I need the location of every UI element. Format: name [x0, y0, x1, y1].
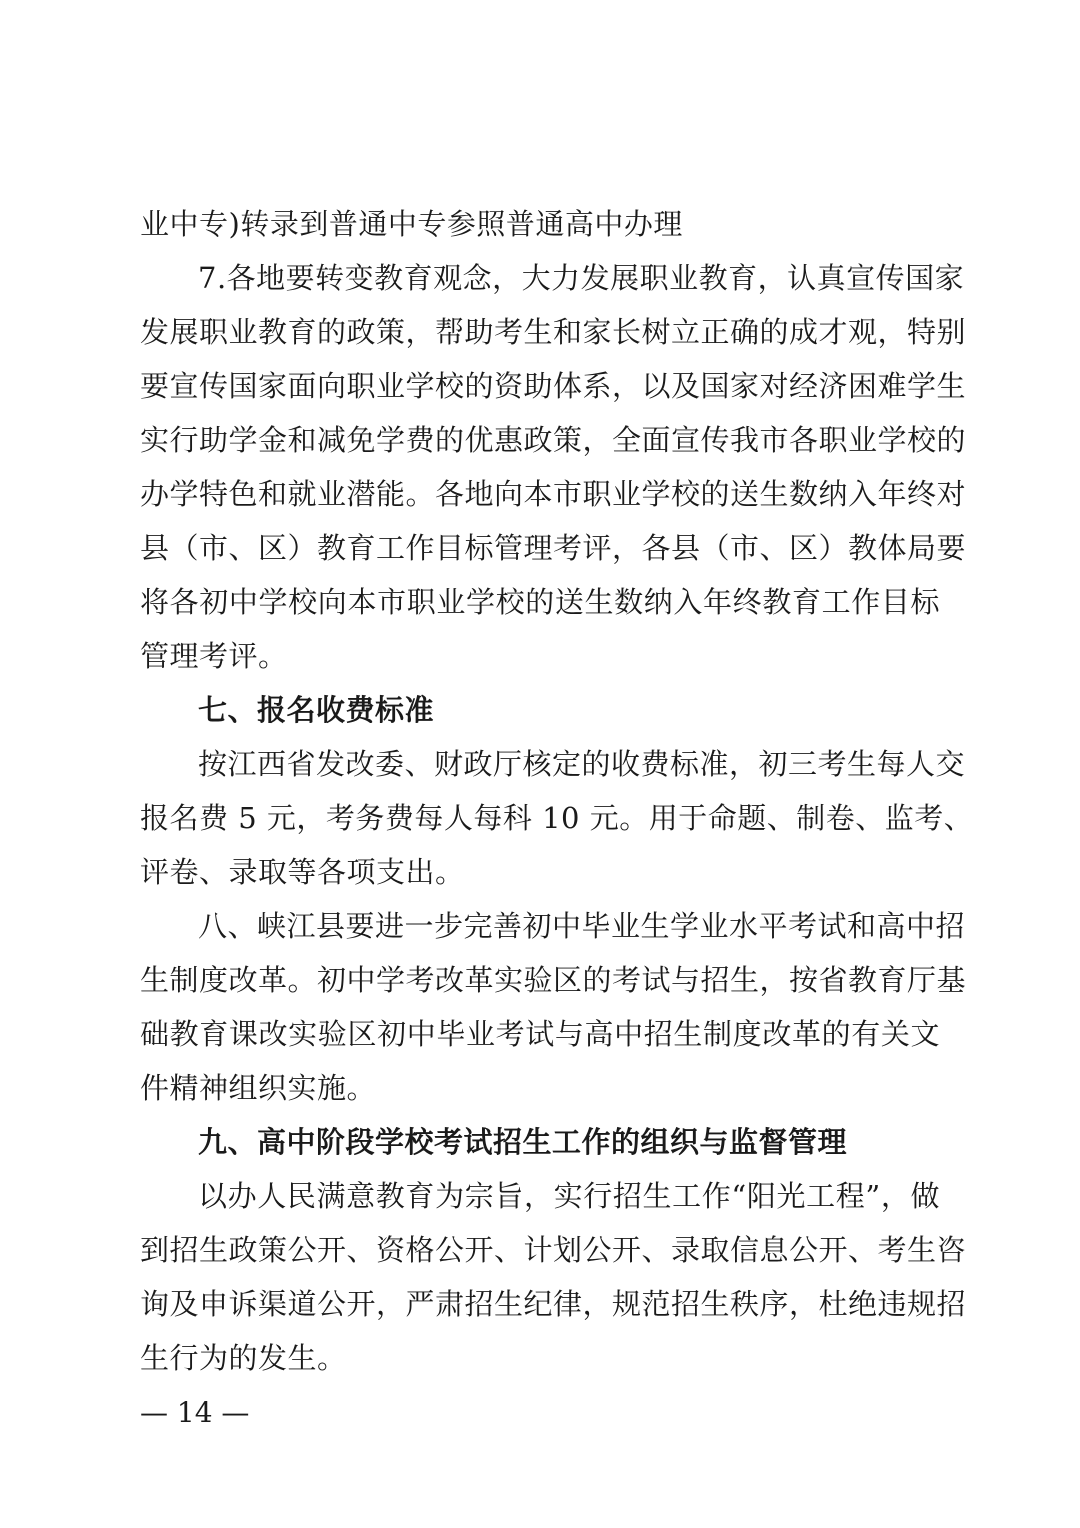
text-line: 业中专)转录到普通中专参照普通高中办理 [140, 207, 683, 241]
text-line: 要宣传国家面向职业学校的资助体系，以及国家对经济困难学生 [140, 369, 967, 403]
page-number: — 14 — [140, 1396, 250, 1429]
text-line: 件精神组织实施。 [140, 1071, 377, 1105]
text-line: 生行为的发生。 [140, 1341, 347, 1375]
text-line: 办学特色和就业潜能。各地向本市职业学校的送生数纳入年终对 [140, 477, 967, 511]
text-line: 报名费 5 元，考务费每人每科 10 元。用于命题、制卷、监考、 [140, 801, 974, 835]
section-heading: 七、报名收费标准 [198, 693, 435, 727]
text-line: 询及申诉渠道公开，严肃招生纪律，规范招生秩序，杜绝违规招 [140, 1287, 967, 1321]
text-line: 按江西省发改委、财政厅核定的收费标准，初三考生每人交 [198, 747, 966, 781]
text-line: 础教育课改实验区初中毕业考试与高中招生制度改革的有关文 [140, 1017, 940, 1051]
text-line: 管理考评。 [140, 639, 288, 673]
text-line: 实行助学金和减免学费的优惠政策，全面宣传我市各职业学校的 [140, 423, 967, 457]
text-line: 生制度改革。初中学考改革实验区的考试与招生，按省教育厅基 [140, 963, 967, 997]
section-heading: 九、高中阶段学校考试招生工作的组织与监督管理 [198, 1125, 848, 1159]
text-line: 7.各地要转变教育观念，大力发展职业教育，认真宣传国家 [198, 261, 965, 295]
text-line: 发展职业教育的政策，帮助考生和家长树立正确的成才观，特别 [140, 315, 967, 349]
text-line: 到招生政策公开、资格公开、计划公开、录取信息公开、考生咨 [140, 1233, 967, 1267]
text-line: 县（市、区）教育工作目标管理考评，各县（市、区）教体局要 [140, 531, 967, 565]
text-line: 评卷、录取等各项支出。 [140, 855, 465, 889]
text-line: 以办人民满意教育为宗旨，实行招生工作“阳光工程”，做 [198, 1179, 940, 1213]
text-line: 将各初中学校向本市职业学校的送生数纳入年终教育工作目标 [140, 585, 940, 619]
text-line: 八、峡江县要进一步完善初中毕业生学业水平考试和高中招 [198, 909, 966, 943]
